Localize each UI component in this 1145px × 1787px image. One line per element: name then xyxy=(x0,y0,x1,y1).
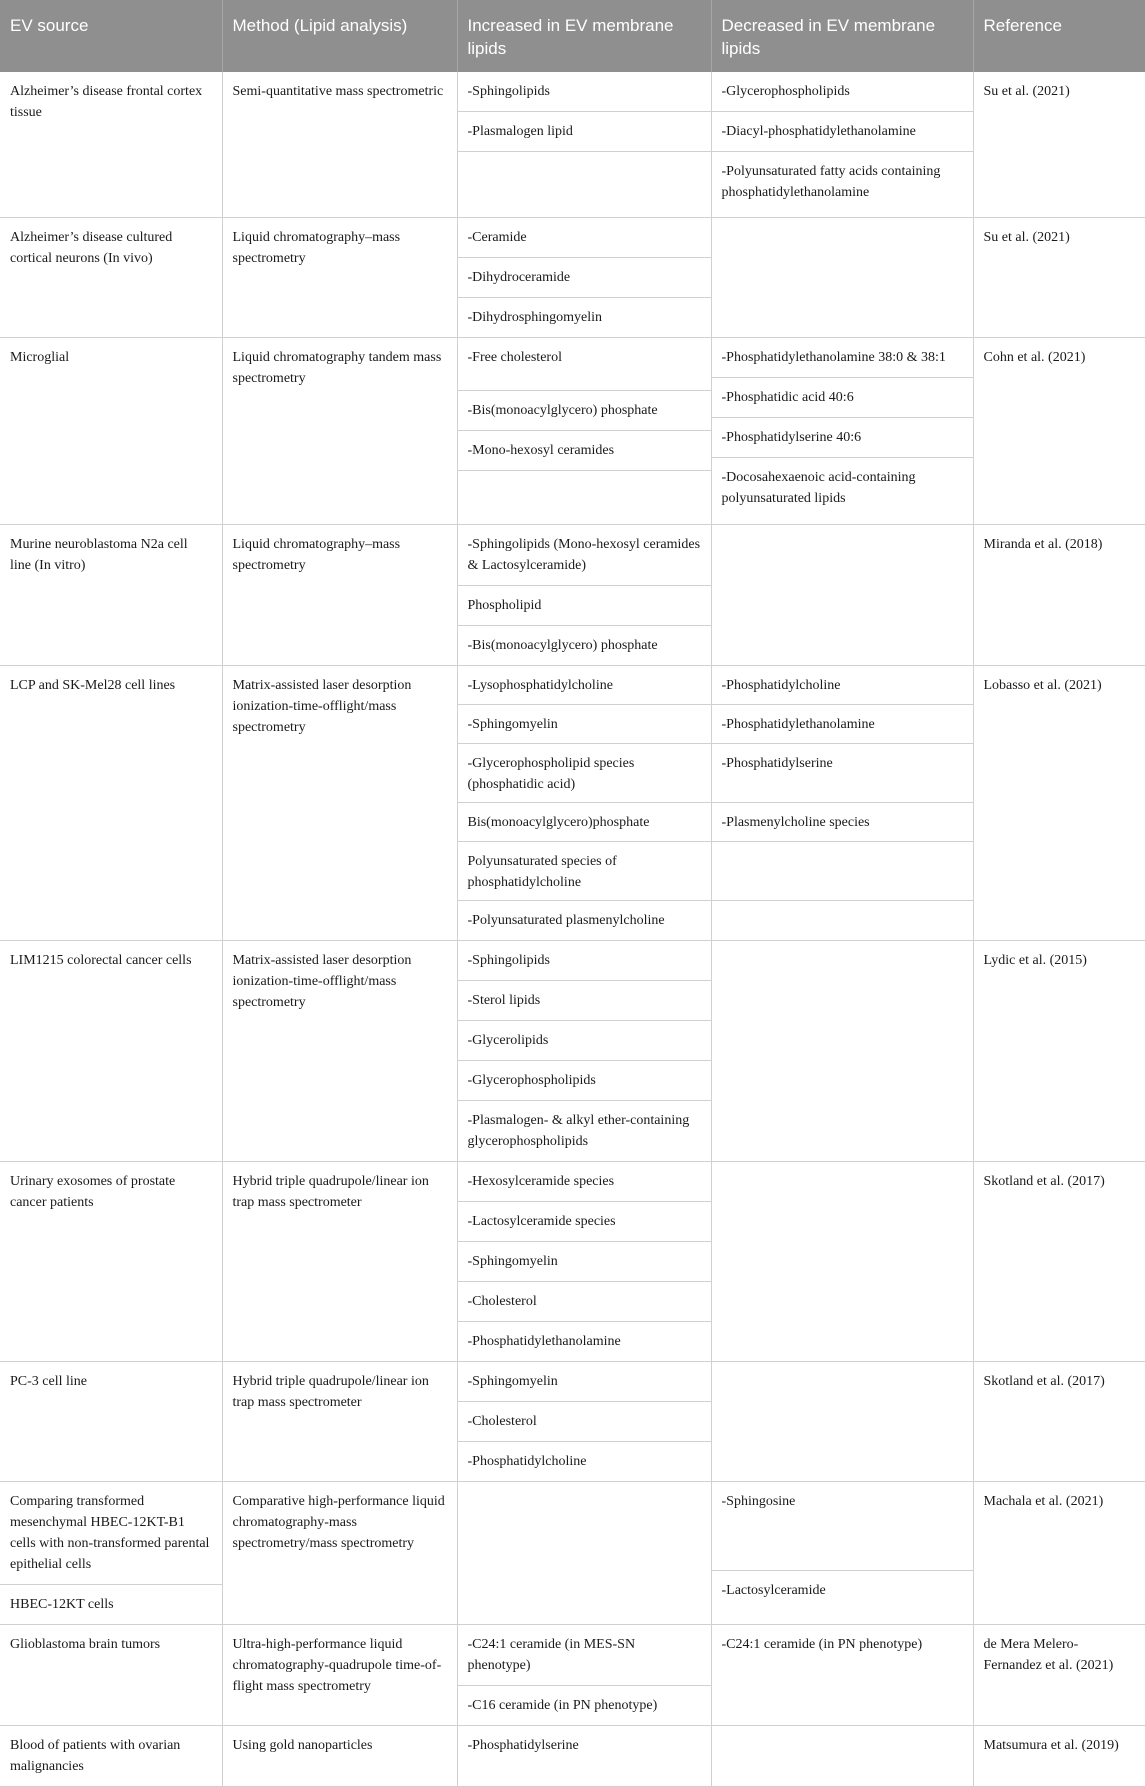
table-row xyxy=(0,525,1145,666)
table-row xyxy=(0,1162,1145,1362)
table-row xyxy=(0,941,1145,1162)
increased-item: -Cholesterol xyxy=(458,1402,711,1442)
table-row xyxy=(0,72,1145,218)
cell-method: Hybrid triple quadrupole/linear ion trap mass spectrometer xyxy=(222,1162,457,1362)
ev-source-item: HBEC-12KT cells xyxy=(10,1597,114,1612)
increased-item: -Sphingolipids (Mono-hexosyl ceramides & Lactosylceramide) xyxy=(458,525,711,586)
cell-increased xyxy=(457,72,711,218)
increased-item: -Sphingomyelin xyxy=(458,705,711,744)
cell-decreased xyxy=(711,1726,973,1787)
increased-item: -Phosphatidylethanolamine xyxy=(467,1334,621,1349)
cell-reference: Cohn et al. (2021) xyxy=(973,338,1145,525)
cell-decreased xyxy=(711,1482,973,1625)
header-ev-source: EV source xyxy=(0,0,222,72)
cell-ev-source xyxy=(0,1482,222,1625)
increased-item: -Dihydrosphingomyelin xyxy=(467,310,603,325)
increased-item: -Sphingolipids xyxy=(458,72,711,112)
increased-item: -Dihydroceramide xyxy=(458,258,711,298)
increased-item: -C24:1 ceramide (in MES-SN phenotype) xyxy=(458,1625,711,1686)
decreased-item: -Phosphatidylethanolamine 38:0 & 38:1 xyxy=(712,338,973,378)
increased-item: -Sterol lipids xyxy=(458,981,711,1021)
decreased-item: -Plasmenylcholine species xyxy=(712,803,973,842)
table-row xyxy=(0,1726,1145,1787)
cell-ev-source: PC-3 cell line xyxy=(0,1362,222,1482)
increased-item: -Bis(monoacylglycero) phosphate xyxy=(467,638,658,653)
cell-increased xyxy=(457,525,711,666)
cell-decreased xyxy=(711,525,973,666)
cell-reference: Lydic et al. (2015) xyxy=(973,941,1145,1162)
decreased-item: -Phosphatidylserine xyxy=(712,744,973,803)
increased-item: -Plasmalogen- & alkyl ether-containing glycerophospholipids xyxy=(467,1113,690,1149)
cell-reference: Skotland et al. (2017) xyxy=(973,1162,1145,1362)
cell-reference: Su et al. (2021) xyxy=(973,72,1145,218)
decreased-item-empty xyxy=(712,901,973,940)
increased-item: -Cholesterol xyxy=(458,1282,711,1322)
decreased-item: -Diacyl-phosphatidylethanolamine xyxy=(712,112,973,152)
decreased-item: -Phosphatidylcholine xyxy=(712,666,973,705)
cell-ev-source: Microglial xyxy=(0,338,222,525)
cell-method: Liquid chromatography–mass spectrometry xyxy=(222,218,457,338)
cell-reference: de Mera Melero-Fernandez et al. (2021) xyxy=(973,1625,1145,1726)
header-increased: Increased in EV membrane lipids xyxy=(457,0,711,72)
cell-method: Using gold nanoparticles xyxy=(222,1726,457,1787)
cell-ev-source: LCP and SK-Mel28 cell lines xyxy=(0,666,222,941)
table-body xyxy=(0,72,1145,1787)
increased-item: -Polyunsaturated plasmenylcholine xyxy=(467,913,665,928)
decreased-item: -Glycerophospholipids xyxy=(712,72,973,112)
cell-ev-source: Blood of patients with ovarian malignancies xyxy=(0,1726,222,1787)
header-row xyxy=(0,0,1145,72)
cell-reference: Miranda et al. (2018) xyxy=(973,525,1145,666)
table-row xyxy=(0,338,1145,525)
increased-item: -Glycerolipids xyxy=(458,1021,711,1061)
cell-decreased xyxy=(711,338,973,525)
table-row xyxy=(0,1482,1145,1625)
cell-decreased xyxy=(711,1162,973,1362)
increased-item: -Sphingomyelin xyxy=(458,1362,711,1402)
cell-reference: Lobasso et al. (2021) xyxy=(973,666,1145,941)
increased-item: Polyunsaturated species of phosphatidylcholine xyxy=(458,842,711,901)
table-row xyxy=(0,218,1145,338)
cell-increased xyxy=(457,1362,711,1482)
cell-reference: Skotland et al. (2017) xyxy=(973,1362,1145,1482)
cell-increased: -Phosphatidylserine xyxy=(457,1726,711,1787)
cell-method: Liquid chromatography–mass spectrometry xyxy=(222,525,457,666)
cell-increased xyxy=(457,1625,711,1726)
increased-item: -Plasmalogen lipid xyxy=(458,112,711,152)
increased-item-empty xyxy=(458,471,711,524)
decreased-item: -Lactosylceramide xyxy=(721,1583,826,1598)
cell-ev-source: Glioblastoma brain tumors xyxy=(0,1625,222,1726)
cell-method: Matrix-assisted laser desorption ionization-time-offlight/mass spectrometry xyxy=(222,666,457,941)
table-row xyxy=(0,666,1145,941)
increased-item: -Glycerophospholipid species (phosphatidic acid) xyxy=(458,744,711,803)
increased-item: -Phosphatidylcholine xyxy=(467,1454,587,1469)
decreased-item: -Polyunsaturated fatty acids containing phosphatidylethanolamine xyxy=(721,164,941,200)
increased-item: Bis(monoacylglycero)phosphate xyxy=(458,803,711,842)
decreased-item: -Phosphatidylserine 40:6 xyxy=(712,418,973,458)
increased-item: -C16 ceramide (in PN phenotype) xyxy=(467,1698,658,1713)
increased-item: Phospholipid xyxy=(458,586,711,626)
increased-item: -Lactosylceramide species xyxy=(458,1202,711,1242)
cell-increased xyxy=(457,1162,711,1362)
cell-decreased xyxy=(711,218,973,338)
increased-item: -Bis(monoacylglycero) phosphate xyxy=(458,391,711,431)
cell-increased xyxy=(457,338,711,525)
header-method: Method (Lipid analysis) xyxy=(222,0,457,72)
cell-reference: Machala et al. (2021) xyxy=(973,1482,1145,1625)
cell-method: Liquid chromatography tandem mass spectrometry xyxy=(222,338,457,525)
increased-item: -Sphingolipids xyxy=(458,941,711,981)
increased-item: -Free cholesterol xyxy=(458,338,711,391)
cell-method: Hybrid triple quadrupole/linear ion trap mass spectrometer xyxy=(222,1362,457,1482)
cell-method: Comparative high-performance liquid chromatography-mass spectrometry/mass spectrometry xyxy=(222,1482,457,1625)
cell-method: Ultra-high-performance liquid chromatography-quadrupole time-of-flight mass spectrometry xyxy=(222,1625,457,1726)
increased-item: -Sphingomyelin xyxy=(458,1242,711,1282)
cell-increased xyxy=(457,1482,711,1625)
increased-item-empty xyxy=(458,152,711,217)
table-header xyxy=(0,0,1145,72)
cell-ev-source: Murine neuroblastoma N2a cell line (In vitro) xyxy=(0,525,222,666)
cell-reference: Matsumura et al. (2019) xyxy=(973,1726,1145,1787)
increased-item: -Glycerophospholipids xyxy=(458,1061,711,1101)
table-row xyxy=(0,1625,1145,1726)
decreased-item: -Sphingosine xyxy=(712,1482,973,1571)
cell-increased xyxy=(457,941,711,1162)
ev-source-item: Comparing transformed mesenchymal HBEC-12KT-B1 cells with non-transformed parental epithelial cells xyxy=(0,1482,222,1585)
cell-ev-source: LIM1215 colorectal cancer cells xyxy=(0,941,222,1162)
cell-decreased: -C24:1 ceramide (in PN phenotype) xyxy=(711,1625,973,1726)
cell-ev-source: Alzheimer’s disease cultured cortical neurons (In vivo) xyxy=(0,218,222,338)
decreased-item: -Phosphatidic acid 40:6 xyxy=(712,378,973,418)
increased-item: -Lysophosphatidylcholine xyxy=(458,666,711,705)
cell-decreased xyxy=(711,666,973,941)
cell-decreased xyxy=(711,941,973,1162)
increased-item: -Ceramide xyxy=(458,218,711,258)
header-reference: Reference xyxy=(973,0,1145,72)
header-decreased: Decreased in EV membrane lipids xyxy=(711,0,973,72)
cell-method: Semi-quantitative mass spectrometric xyxy=(222,72,457,218)
cell-ev-source: Urinary exosomes of prostate cancer patients xyxy=(0,1162,222,1362)
decreased-item: -Phosphatidylethanolamine xyxy=(712,705,973,744)
increased-item: -Mono-hexosyl ceramides xyxy=(458,431,711,471)
cell-decreased xyxy=(711,72,973,218)
cell-reference: Su et al. (2021) xyxy=(973,218,1145,338)
cell-increased xyxy=(457,218,711,338)
decreased-item-empty xyxy=(712,842,973,901)
cell-increased xyxy=(457,666,711,941)
cell-ev-source: Alzheimer’s disease frontal cortex tissue xyxy=(0,72,222,218)
decreased-item: -Docosahexaenoic acid-containing polyunsaturated lipids xyxy=(721,470,916,506)
cell-method: Matrix-assisted laser desorption ionization-time-offlight/mass spectrometry xyxy=(222,941,457,1162)
table-row xyxy=(0,1362,1145,1482)
increased-item: -Hexosylceramide species xyxy=(458,1162,711,1202)
cell-decreased xyxy=(711,1362,973,1482)
